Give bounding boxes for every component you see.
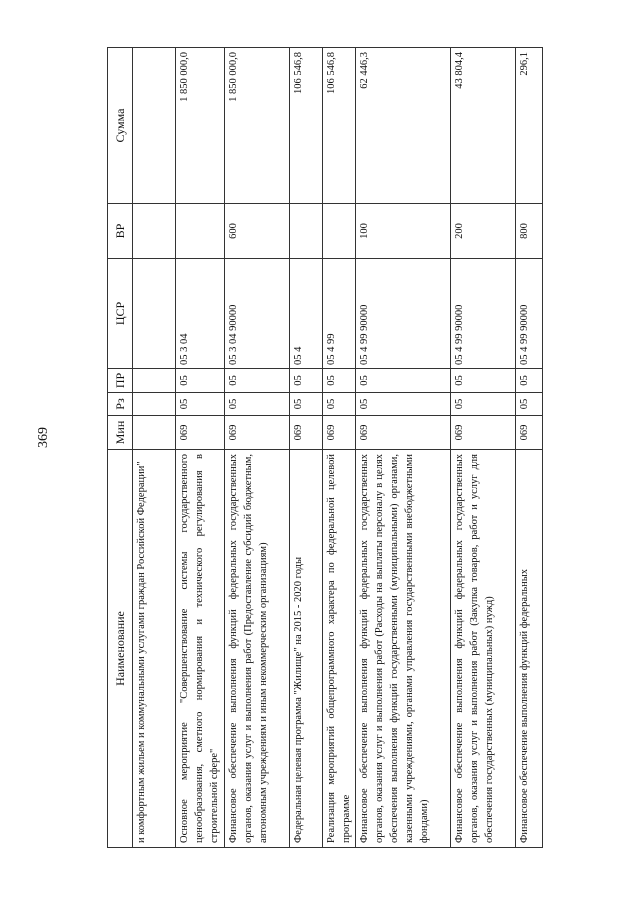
cell-pr: 05 — [290, 369, 323, 393]
cell-name: и комфортным жильем и коммунальными услугами граждан Российской Федерации" — [133, 450, 176, 848]
table-row — [451, 48, 516, 848]
cell-rz: 05 — [290, 393, 323, 416]
cell-vr — [133, 204, 176, 259]
header-csr: ЦСР — [108, 259, 133, 369]
cell-rz: 05 — [356, 393, 451, 416]
cell-name: Основное мероприятие "Совершенствование системы государственного ценообразования, сметного нормирования и технического регулирования в строительной сфере" — [176, 450, 225, 848]
cell-min — [133, 416, 176, 450]
cell-rz: 05 — [176, 393, 225, 416]
cell-min: 069 — [516, 416, 543, 450]
cell-rz: 05 — [225, 393, 290, 416]
cell-csr: 05 4 — [290, 259, 323, 369]
cell-pr: 05 — [323, 369, 356, 393]
cell-name: Финансовое обеспечение выполнения функций федеральных государственных органов, оказания услуг и выполнения работ (Расходы на выплаты персоналу в целях обеспечения выполнения функций государственными (муниципальными) органами, казенными учреждениями, органами управления государственными внебюджетными фондами) — [356, 450, 451, 848]
header-pr: ПР — [108, 369, 133, 393]
cell-csr — [133, 259, 176, 369]
cell-csr: 05 3 04 90000 — [225, 259, 290, 369]
cell-sum: 1 850 000,0 — [176, 48, 225, 204]
table-row — [516, 48, 543, 848]
cell-vr — [176, 204, 225, 259]
table-row — [133, 48, 176, 848]
cell-csr: 05 4 99 90000 — [451, 259, 516, 369]
cell-vr: 800 — [516, 204, 543, 259]
cell-sum: 296,1 — [516, 48, 543, 204]
cell-pr: 05 — [176, 369, 225, 393]
cell-min: 069 — [176, 416, 225, 450]
cell-vr: 200 — [451, 204, 516, 259]
cell-min: 069 — [290, 416, 323, 450]
page-number: 369 — [36, 427, 51, 448]
header-sum: Сумма — [108, 48, 133, 204]
cell-sum — [133, 48, 176, 204]
table-row — [176, 48, 225, 848]
cell-vr: 600 — [225, 204, 290, 259]
header-rz: Рз — [108, 393, 133, 416]
cell-csr: 05 3 04 — [176, 259, 225, 369]
cell-csr: 05 4 99 90000 — [516, 259, 543, 369]
cell-pr — [133, 369, 176, 393]
table-row — [323, 48, 356, 848]
cell-vr — [323, 204, 356, 259]
cell-pr: 05 — [225, 369, 290, 393]
cell-min: 069 — [225, 416, 290, 450]
cell-sum: 62 446,3 — [356, 48, 451, 204]
cell-name: Финансовое обеспечение выполнения функций федеральных государственных органов, оказания услуг и выполнения работ (Закупка товаров, работ и услуг для обеспечения государственных (муниципальных) нужд) — [451, 450, 516, 848]
cell-name: Финансовое обеспечение выполнения функций федеральных государственных органов, оказания услуг и выполнения работ (Предоставление субсидий бюджетным, автономным учреждениям и иным некоммерческим организациям) — [225, 450, 290, 848]
cell-min: 069 — [356, 416, 451, 450]
cell-min: 069 — [323, 416, 356, 450]
cell-pr: 05 — [356, 369, 451, 393]
cell-pr: 05 — [516, 369, 543, 393]
cell-rz: 05 — [451, 393, 516, 416]
cell-sum: 106 546,8 — [290, 48, 323, 204]
cell-csr: 05 4 99 90000 — [356, 259, 451, 369]
cell-pr: 05 — [451, 369, 516, 393]
budget-table — [107, 47, 543, 848]
cell-sum: 1 850 000,0 — [225, 48, 290, 204]
cell-csr: 05 4 99 — [323, 259, 356, 369]
cell-rz: 05 — [516, 393, 543, 416]
cell-name: Финансовое обеспечение выполнения функций федеральных — [516, 450, 543, 848]
cell-rz — [133, 393, 176, 416]
header-name: Наименование — [108, 450, 133, 848]
cell-rz: 05 — [323, 393, 356, 416]
cell-name: Федеральная целевая программа "Жилище" на 2015 - 2020 годы — [290, 450, 323, 848]
cell-vr — [290, 204, 323, 259]
table-header-row — [108, 48, 133, 848]
table-row — [356, 48, 451, 848]
cell-name: Реализация мероприятий общепрограммного характера по федеральной целевой программе — [323, 450, 356, 848]
budget-table-container — [107, 48, 607, 848]
table-row — [290, 48, 323, 848]
cell-sum: 106 546,8 — [323, 48, 356, 204]
table-row — [225, 48, 290, 848]
cell-vr: 100 — [356, 204, 451, 259]
header-vr: ВР — [108, 204, 133, 259]
cell-min: 069 — [451, 416, 516, 450]
header-min: Мин — [108, 416, 133, 450]
cell-sum: 43 804,4 — [451, 48, 516, 204]
